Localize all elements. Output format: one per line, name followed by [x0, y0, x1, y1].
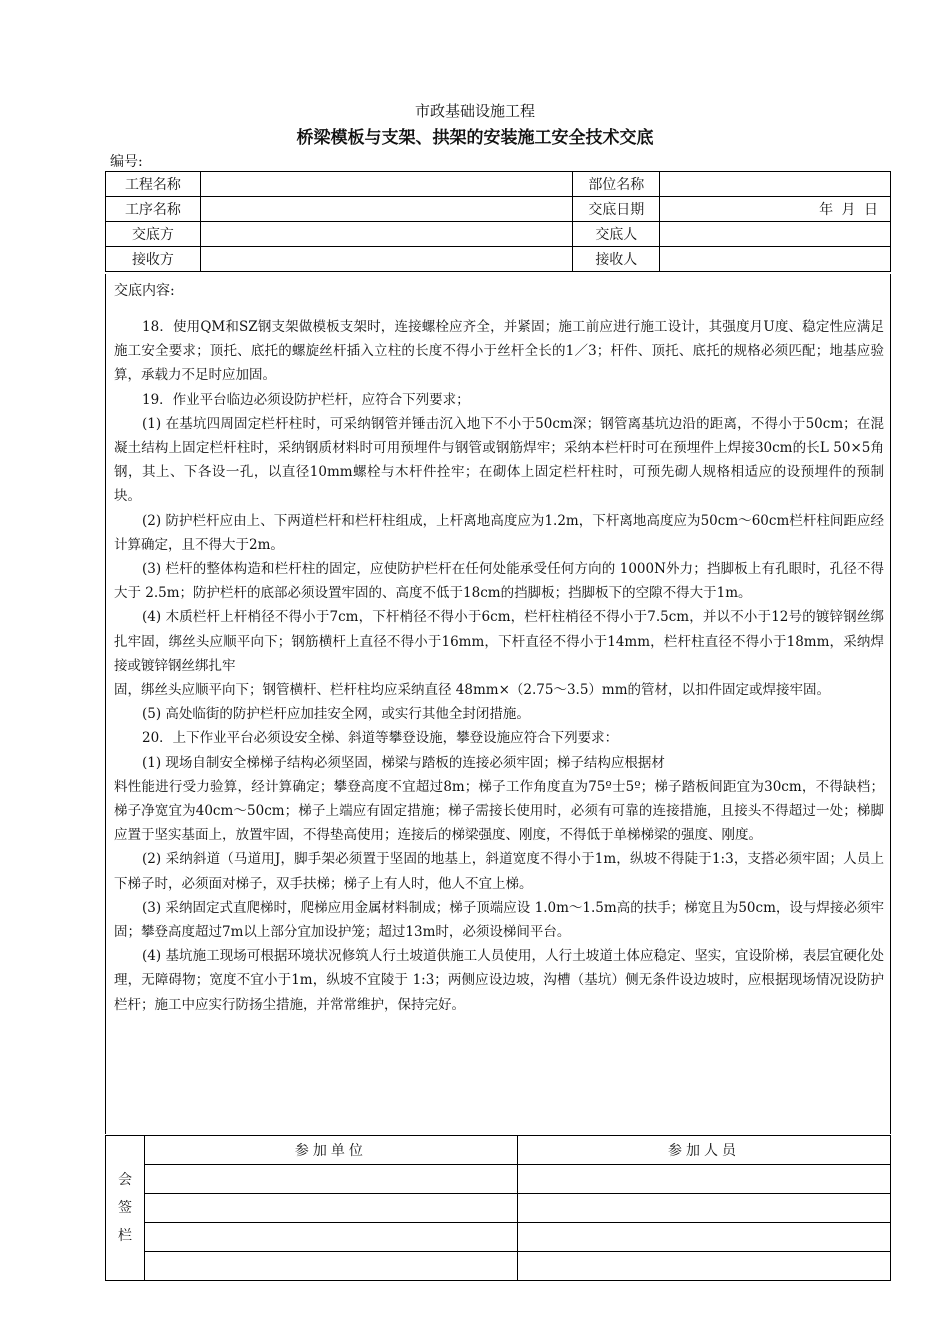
project-name-field[interactable] — [200, 172, 572, 197]
receiver-person-label: 接收人 — [573, 247, 660, 272]
paragraph: (2) 防护栏杆应由上、下两道栏杆和栏杆柱组成，上杆离地高度应为1.2m，下杆离地高度应为50cm～60cm栏杆柱间距应经计算确定，且不得大于2m。 — [114, 512, 884, 553]
table-row — [106, 197, 891, 222]
info-table — [105, 171, 891, 272]
table-row — [106, 222, 891, 247]
people-cell[interactable] — [517, 1252, 890, 1281]
process-name-field[interactable] — [200, 197, 572, 222]
content-paragraphs — [114, 315, 884, 1017]
receiver-party-label: 接收方 — [106, 247, 201, 272]
unit-cell[interactable] — [144, 1165, 517, 1194]
paragraph: 19．作业平台临边必须设防护栏杆，应符合下列要求； — [142, 391, 470, 408]
participating-unit-header: 参加单位 — [144, 1136, 517, 1165]
serial-number-label: 编号: — [110, 154, 143, 170]
paragraph: 20．上下作业平台必须设安全梯、斜道等攀登设施，攀登设施应符合下列要求： — [142, 730, 619, 747]
people-cell[interactable] — [517, 1194, 890, 1223]
table-row — [106, 1223, 891, 1252]
table-row — [106, 1252, 891, 1281]
table-row — [106, 1165, 891, 1194]
signoff-table — [105, 1135, 891, 1281]
table-row — [106, 172, 891, 197]
receiver-person-field[interactable] — [660, 247, 891, 272]
project-name-label: 工程名称 — [106, 172, 201, 197]
paragraph: (1) 现场自制安全梯梯子结构必须坚固，梯梁与踏板的连接必须牢固；梯子结构应根据材 — [142, 754, 665, 771]
paragraph: (1) 在基坑四周固定栏杆柱时，可采纳钢管并锤击沉入地下不小于50cm深；钢管离基坑边沿的距离，不得小于50cm；在混凝土结构上固定栏杆柱时，采纳钢质材料时可用预埋件与钢管或钢筋焊牢；采纳本栏杆时可在预埋件上焊接30cm的长L 50×5角钢，其上、下各设一孔，以直径10mm螺栓与木杆件拴牢；在砌体上固定栏杆柱时，可预先砌人规格相适应的设预埋件的预制块。 — [114, 415, 884, 505]
table-row — [106, 1136, 891, 1165]
signoff-side-text: 会 签 栏 — [117, 1172, 132, 1244]
people-cell[interactable] — [517, 1223, 890, 1252]
paragraph: 料性能进行受力验算，经计算确定；攀登高度不宜超过8m；梯子工作角度直为75º士5º；梯子踏板间距宜为30cm，不得缺档；梯子净宽宜为40cm～50cm；梯子上端应有固定措施；梯子需接长使用时，必须有可靠的连接措施，且接头不得超过一处；梯脚应置于坚实基面上，放置牢固，不得垫高使用；连接后的梯梁强度、刚度，不得低于单梯梯梁的强度、刚度。 — [114, 778, 884, 844]
process-name-label: 工序名称 — [106, 197, 201, 222]
receiver-party-field[interactable] — [200, 247, 572, 272]
content-label: 交底内容: — [114, 283, 175, 299]
briefing-content-section — [105, 274, 891, 1134]
issuer-person-label: 交底人 — [573, 222, 660, 247]
table-row — [106, 1194, 891, 1223]
table-row — [106, 247, 891, 272]
paragraph: 18．使用QM和SZ钢支架做模板支架时，连接螺栓应齐全，并紧固；施工前应进行施工设计，其强度月U度、稳定性应满足施工安全要求；顶托、底托的螺旋丝杆插入立柱的长度不得小于丝杆全长的1／3；杆件、顶托、底托的规格必须匹配；地基应验算，承载力不足时应加固。 — [114, 319, 884, 384]
people-cell[interactable] — [517, 1165, 890, 1194]
paragraph: (4) 木质栏杆上杆梢径不得小于7cm，下杆梢径不得小于6cm，栏杆柱梢径不得小于7.5cm，并以不小于12号的镀锌钢丝绑扎牢固，绑丝头应顺平向下；钢筋横杆上直径不得小于16mm，下杆直径不得小于14mm，栏杆柱直径不得小于18mm，采纳焊接或镀锌钢丝绑扎牢 — [114, 609, 884, 674]
issuer-party-field[interactable] — [200, 222, 572, 247]
participating-people-header: 参加人员 — [517, 1136, 890, 1165]
signoff-side-label — [106, 1136, 145, 1281]
subtitle: 市政基础设施工程 — [414, 102, 535, 120]
paragraph: (2) 采纳斜道（马道用J，脚手架必须置于坚固的地基上，斜道宽度不得小于1m，纵坡不得陡于1:3，支搭必须牢固；人员上下梯子时，必须面对梯子，双手扶梯；梯子上有人时，他人不宜上梯。 — [114, 851, 884, 892]
paragraph: (4) 基坑施工现场可根据环境状况修筑人行土坡道供施工人员使用，人行土坡道土体应稳定、坚实，宜设阶梯，表层宜硬化处理，无障碍物；宽度不宜小于1m，纵坡不宜陵于 1:3；两侧应设边坡，沟槽（基坑）侧无条件设边坡时，应根据现场情况设防护栏杆；施工中应实行防扬尘措施，并常常维护，保持完好。 — [114, 948, 884, 1013]
date-field[interactable]: 年 月 日 — [660, 197, 891, 222]
paragraph: (3) 栏杆的整体构造和栏杆柱的固定，应使防护栏杆在任何处能承受任何方向的 1000N外力；挡脚板上有孔眼时，孔径不得大于 2.5m；防护栏杆的底部必须设置牢固的、高度不低于18cm的挡脚板；挡脚板下的空隙不得大于1m。 — [114, 561, 884, 602]
date-label: 交底日期 — [573, 197, 660, 222]
issuer-person-field[interactable] — [660, 222, 891, 247]
unit-cell[interactable] — [144, 1194, 517, 1223]
unit-cell[interactable] — [144, 1223, 517, 1252]
paragraph: (3) 采纳固定式直爬梯时，爬梯应用金属材料制成；梯子顶端应设 1.0m～1.5m高的扶手；梯宽且为50cm，设与焊接必须牢固；攀登高度超过7m以上部分宜加设护笼；超过13m时，必须设梯间平台。 — [114, 899, 884, 941]
issuer-party-label: 交底方 — [106, 222, 201, 247]
paragraph: 固，绑丝头应顺平向下；钢管横杆、栏杆柱均应采纳直径 48mm×（2.75～3.5）mm的管材，以扣件固定或焊接牢固。 — [114, 682, 831, 699]
part-name-field[interactable] — [660, 172, 891, 197]
paragraph: (5) 高处临街的防护栏杆应加挂安全网，或实行其他全封闭措施。 — [142, 706, 530, 723]
part-name-label: 部位名称 — [573, 172, 660, 197]
page-title: 桥梁模板与支架、拱架的安装施工安全技术交底 — [296, 128, 654, 148]
unit-cell[interactable] — [144, 1252, 517, 1281]
